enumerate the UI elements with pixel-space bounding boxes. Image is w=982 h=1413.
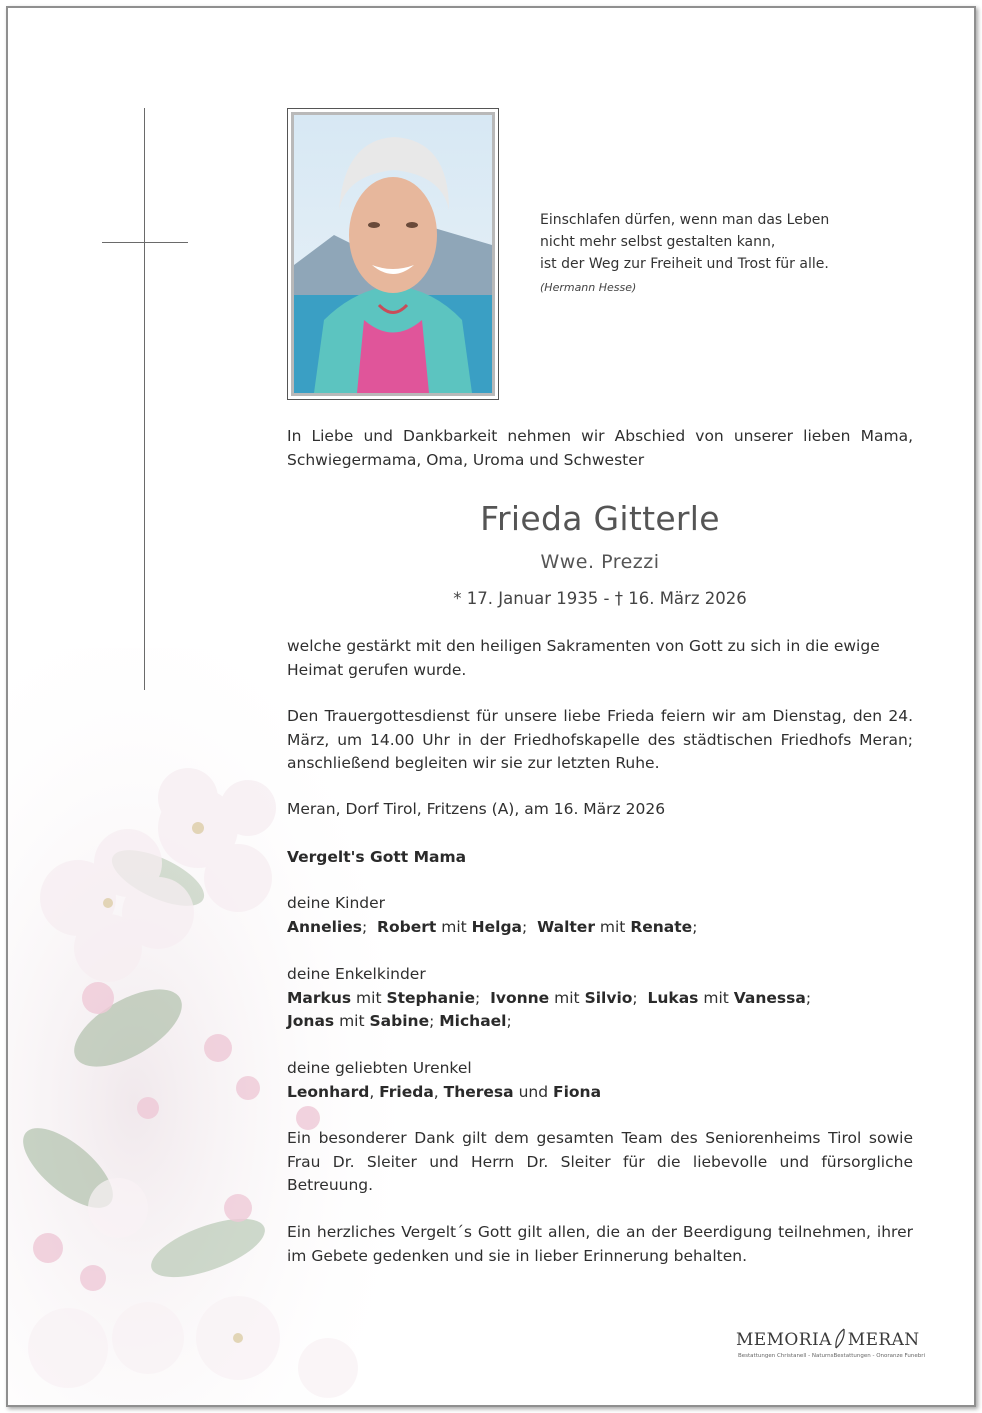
logo-wordmark: MEMORIA MERAN (736, 1330, 920, 1350)
children-names: Annelies; Robert mit Helga; Walter mit Renate; (287, 917, 698, 936)
sacraments-text: welche gestärkt mit den heiligen Sakramenten von Gott zu sich in die ewige Heimat gerufen wurde. (287, 637, 880, 679)
service-text: Den Trauergottesdienst für unsere liebe Frieda feiern wir am Dienstag, den 24. März, um 14.00 Uhr in der Friedhofskapelle des städtischen Friedhofs Meran; anschließend begleiten wir sie zur letzten Ruhe. (287, 707, 913, 772)
grandchildren-block (287, 963, 913, 1034)
cross-icon-vertical (144, 108, 145, 690)
hesse-quote (540, 209, 900, 299)
logo-subtitle: Bestattungen Christanell - Naturns Bestattungen - Onoranze Funebri (738, 1353, 926, 1359)
deceased-name: Frieda Gitterle (480, 499, 720, 538)
deceased-maiden-name: Wwe. Prezzi (540, 551, 660, 573)
place-date: Meran, Dorf Tirol, Fritzens (A), am 16. März 2026 (287, 800, 666, 818)
thanks-team-text: Ein besonderer Dank gilt dem gesamten Team des Seniorenheims Tirol sowie Frau Dr. Sleiter und Herrn Dr. Sleiter für die liebevolle und fürsorgliche Betreuung. (287, 1129, 913, 1194)
portrait-frame (287, 108, 499, 400)
memoria-meran-logo (736, 1326, 926, 1370)
obituary-card (6, 6, 976, 1407)
children-label: deine Kinder (287, 894, 386, 912)
grandchildren-names: Markus mit Stephanie; Ivonne mit Silvio; Lukas mit Vanessa; Jonas mit Sabine; Michael; (287, 988, 812, 1030)
quote-line: ist der Weg zur Freiheit und Trost für alle. (540, 256, 829, 272)
grandchildren-label: deine Enkelkinder (287, 965, 426, 983)
children-block (287, 892, 913, 939)
quote-line: nicht mehr selbst gestalten kann, (540, 234, 776, 250)
quote-author: (Hermann Hesse) (540, 281, 637, 294)
feather-icon (833, 1328, 847, 1350)
thanks-all-text: Ein herzliches Vergelt´s Gott gilt allen, die an der Beerdigung teilnehmen, ihrer im Gebete gedenken und sie in lieber Erinnerung behalten. (287, 1223, 913, 1265)
great-grandchildren-block (287, 1057, 913, 1104)
portrait-photo (294, 115, 492, 393)
intro-text: In Liebe und Dankbarkeit nehmen wir Abschied von unserer lieben Mama, Schwiegermama, Oma, Uroma und Schwester (287, 427, 913, 469)
great-grandchildren-label: deine geliebten Urenkel (287, 1059, 472, 1077)
quote-line: Einschlafen dürfen, wenn man das Leben (540, 212, 830, 228)
thanks-heading: Vergelt's Gott Mama (287, 848, 467, 866)
great-grandchildren-names: Leonhard, Frieda, Theresa und Fiona (287, 1082, 602, 1101)
life-dates: * 17. Januar 1935 - † 16. März 2026 (453, 589, 747, 608)
cross-icon-horizontal (102, 242, 188, 243)
